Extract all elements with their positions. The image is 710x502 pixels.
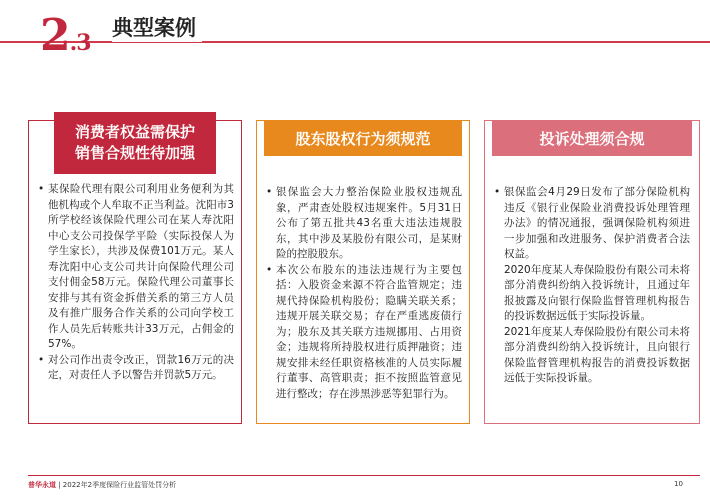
page-title: 典型案例 xyxy=(112,14,202,42)
section-number: 2.3 xyxy=(40,10,91,61)
card-complaints-body xyxy=(494,185,690,387)
paragraph: 2020年度某人寿保险股份有限公司未将部分消费纠纷纳入投诉统计，且通过年报披露及向银行保险监督管理机构报告的投诉数据远低于实际投诉量。 xyxy=(504,263,690,322)
footer-report: | 2022年2季度保险行业监管处罚分析 xyxy=(56,481,177,489)
footer-rule xyxy=(28,475,700,476)
footer-brand: 普华永道 xyxy=(28,481,56,489)
card-consumer-rights-body xyxy=(38,182,234,384)
page-number: 10 xyxy=(674,480,683,488)
card-complaints-title: 投诉处理须合规 xyxy=(492,120,692,156)
card-shareholder-body xyxy=(266,185,462,402)
bullet-item: • 本次公布股东的违法违规行为主要包括：入股资金来源不符合监管规定；违规代持保险机构股份；隐瞒关联关系；违规开展关联交易；存在严重逃废债行为；股东及其关联方违规挪用、占用资金；违规将所持股权进行质押融资；违规安排未经任职资格核准的人员实际履行董事、高管职责；拒不按照监管意见进行整改；存在涉黑涉恶等犯罪行为。 xyxy=(266,263,462,403)
card-shareholder-title: 股东股权行为须规范 xyxy=(264,120,462,156)
card-consumer-rights-title-line2: 销售合规性待加强 xyxy=(74,144,195,162)
bullet-item: • 银保监会4月29日发布了部分保险机构违反《银行业保险业消费投诉处理管理办法》的情况通报，强调保险机构须进一步加强和改进服务、保护消费者合法权益。 xyxy=(494,185,690,263)
bullet-item: • 对公司作出责令改正，罚款16万元的决定，对责任人予以警告并罚款5万元。 xyxy=(38,353,234,384)
header-rule xyxy=(0,41,710,43)
paragraph: 2021年度某人寿保险股份有限公司未将部分消费纠纷纳入投诉统计，且向银行保险监督管理机构报告的消费投诉数据远低于实际投诉量。 xyxy=(504,325,690,384)
bullet-item: • 银保监会大力整治保险业股权违规乱象，严肃查处股权违规案件。5月31日公布了第五批共43名重大违法违规股东，其中涉及某股份有限公司，是某财险的控股股东。 xyxy=(266,185,462,263)
card-consumer-rights-title xyxy=(54,112,216,174)
bullet-item: • 某保险代理有限公司利用业务便利为其他机构或个人牟取不正当利益。沈阳市3所学校经该保险代理公司在某人寿沈阳中心支公司投保学平险（实际投保人为学生家长），共涉及保费101万元。某人寿沈阳中心支公司共计向保险代理公司支付佣金58万元。保险代理公司董事长安排与其有资金拆借关系的第三方人员及有推广服务合作关系的公司向学校工作人员先后转账共计33万元，占佣金的57%。 xyxy=(38,182,234,353)
footer-source xyxy=(28,480,176,490)
card-consumer-rights-title-line1: 消费者权益需保护 xyxy=(74,123,195,141)
